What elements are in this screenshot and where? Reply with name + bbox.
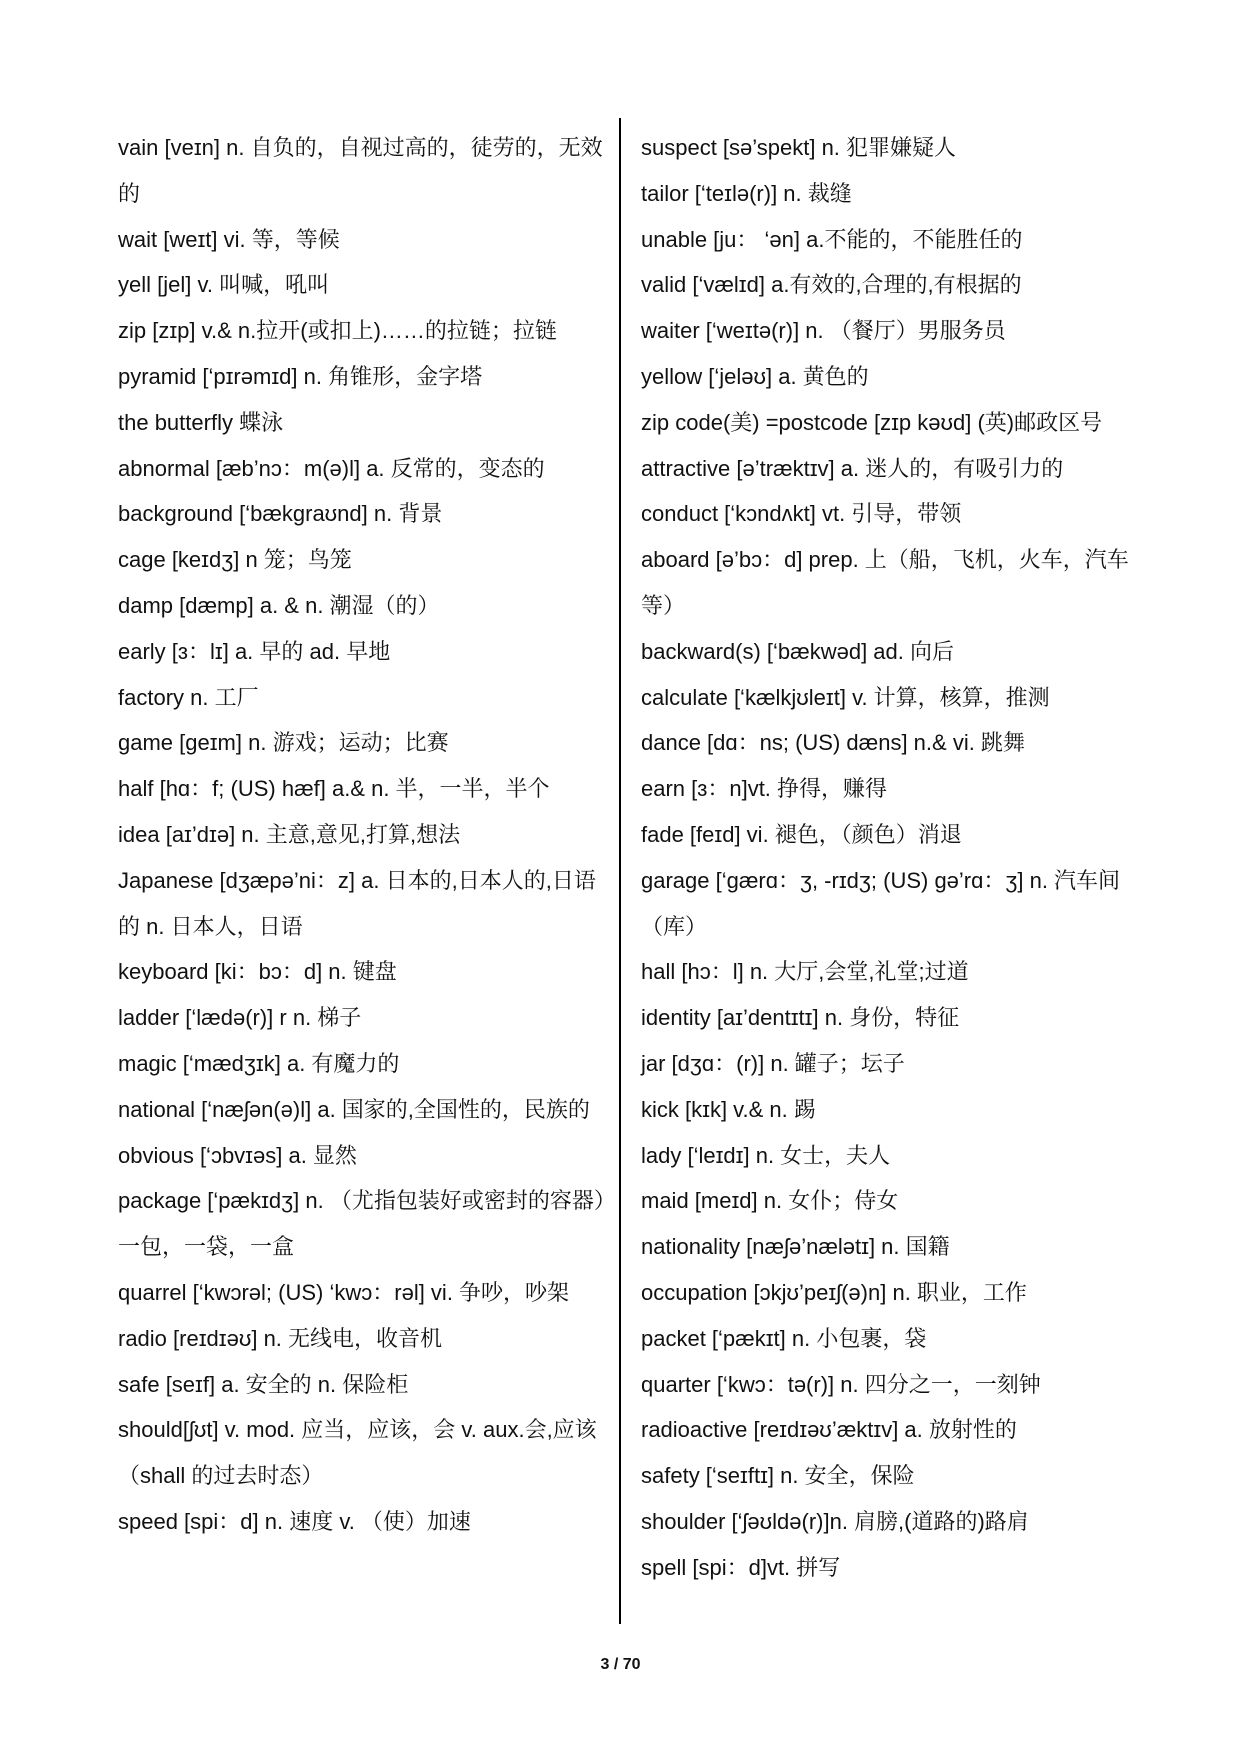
vocab-entry: factory n. 工厂 — [118, 684, 259, 710]
vocab-entry: vain [veɪn] n. 自负的，自视过高的，徒劳的，无效的 — [118, 135, 603, 206]
vocab-entry: keyboard [ki：bɔ：d] n. 键盘 — [118, 959, 397, 985]
vocab-entry: quarter [‘kwɔ：tə(r)] n. 四分之一，一刻钟 — [641, 1371, 1041, 1397]
vocab-entry: the butterfly 蝶泳 — [118, 409, 284, 435]
vocab-entry: radio [reɪdɪəʊ] n. 无线电，收音机 — [118, 1325, 443, 1351]
vocab-entry: package [‘pækɪdʒ] n. （尤指包装好或密封的容器）一包，一袋，一盒 — [118, 1188, 616, 1260]
vocab-entry: occupation [ɔkjʊ’peɪʃ(ə)n] n. 职业，工作 — [641, 1279, 1027, 1305]
vocab-entry: zip code(美) =postcode [zɪp kəʊd] (英)邮政区号 — [641, 409, 1103, 435]
vocab-entry: ladder [‘lædə(r)] r n. 梯子 — [118, 1005, 362, 1031]
vocab-entry: aboard [ə’bɔ：d] prep. 上（船，飞机，火车，汽车等） — [641, 547, 1129, 618]
vocab-entry: hall [hɔ：l] n. 大厅,会堂,礼堂;过道 — [641, 959, 969, 985]
vocab-entry: shoulder [‘ʃəʊldə(r)]n. 肩膀,(道路的)路肩 — [641, 1508, 1029, 1534]
vocab-entry: tailor [‘teɪlə(r)] n. 裁缝 — [641, 180, 852, 206]
vocab-entry: game [ɡeɪm] n. 游戏；运动；比赛 — [118, 730, 449, 756]
left-column — [118, 125, 616, 1545]
vocab-entry: calculate [‘kælkjʊleɪt] v. 计算，核算，推测 — [641, 684, 1050, 710]
vocab-entry: cage [keɪdʒ] n 笼；鸟笼 — [118, 547, 352, 573]
vocab-entry: national [‘næʃən(ə)l] a. 国家的,全国性的，民族的 — [118, 1096, 590, 1122]
vocab-entry: earn [ɜ：n]vt. 挣得，赚得 — [641, 776, 888, 802]
vocab-entry: yellow [‘jeləʊ] a. 黄色的 — [641, 363, 869, 389]
vocab-entry: early [ɜ：lɪ] a. 早的 ad. 早地 — [118, 638, 391, 664]
vocab-entry: yell [jel] v. 叫喊，吼叫 — [118, 272, 330, 298]
vocab-entry: Japanese [dʒæpə’ni：z] a. 日本的,日本人的,日语的 n. 日本人，日语 — [118, 867, 596, 939]
vocab-entry: zip [zɪp] v.& n.拉开(或扣上)……的拉链；拉链 — [118, 318, 557, 344]
vocab-entry: valid [‘vælɪd] a.有效的,合理的,有根据的 — [641, 272, 1022, 298]
page-number: 3 / 70 — [600, 1656, 641, 1673]
vocab-entry: safe [seɪf] a. 安全的 n. 保险柜 — [118, 1371, 409, 1397]
vocab-entry: lady [‘leɪdɪ] n. 女士，夫人 — [641, 1142, 891, 1168]
column-divider — [619, 118, 621, 1624]
vocab-entry: waiter [‘weɪtə(r)] n. （餐厅）男服务员 — [641, 318, 1006, 344]
vocab-entry: safety [‘seɪftɪ] n. 安全，保险 — [641, 1463, 915, 1489]
vocab-entry: half [hɑ：f; (US) hæf] a.& n. 半，一半，半个 — [118, 776, 550, 802]
vocab-entry: damp [dæmp] a. & n. 潮湿（的） — [118, 592, 440, 618]
vocab-entry: should[ʃʊt] v. mod. 应当，应该，会 v. aux.会,应该（shall 的过去时态） — [118, 1417, 597, 1489]
vocab-entry: magic [‘mædʒɪk] a. 有魔力的 — [118, 1050, 400, 1076]
vocab-entry: identity [aɪ’dentɪtɪ] n. 身份，特征 — [641, 1005, 960, 1031]
vocab-entry: fade [feɪd] vi. 褪色，（颜色）消退 — [641, 821, 962, 847]
vocab-entry: background [‘bækɡraʊnd] n. 背景 — [118, 501, 443, 527]
vocab-entry: dance [dɑ：ns; (US) dæns] n.& vi. 跳舞 — [641, 730, 1025, 756]
vocab-entry: kick [kɪk] v.& n. 踢 — [641, 1096, 816, 1122]
vocab-entry: conduct [‘kɔndʌkt] vt. 引导，带领 — [641, 501, 962, 527]
vocab-entry: unable [ju： ‘ən] a.不能的，不能胜任的 — [641, 226, 1023, 252]
vocab-entry: packet [‘pækɪt] n. 小包裹，袋 — [641, 1325, 927, 1351]
vocab-entry: attractive [ə’træktɪv] a. 迷人的，有吸引力的 — [641, 455, 1064, 481]
vocab-entry: suspect [sə’spekt] n. 犯罪嫌疑人 — [641, 135, 957, 160]
vocab-entry: quarrel [‘kwɔrəl; (US) ‘kwɔ：rəl] vi. 争吵，吵架 — [118, 1279, 570, 1305]
vocab-entry: speed [spi：d] n. 速度 v. （使）加速 — [118, 1508, 471, 1534]
vocab-entry: pyramid [‘pɪrəmɪd] n. 角锥形，金字塔 — [118, 363, 483, 389]
vocab-entry: backward(s) [‘bækwəd] ad. 向后 — [641, 638, 954, 664]
vocab-entry: wait [weɪt] vi. 等，等候 — [118, 226, 340, 252]
vocab-entry: maid [meɪd] n. 女仆；侍女 — [641, 1188, 899, 1214]
right-column — [641, 125, 1141, 1591]
vocab-entry: jar [dʒɑ：(r)] n. 罐子；坛子 — [641, 1050, 905, 1076]
vocab-entry: radioactive [reɪdɪəʊ’æktɪv] a. 放射性的 — [641, 1417, 1017, 1443]
vocab-entry: garage [‘ɡærɑ：ʒ, -rɪdʒ; (US) ɡə’rɑ：ʒ] n. 汽车间（库） — [641, 867, 1121, 939]
vocab-entry: obvious [‘ɔbvɪəs] a. 显然 — [118, 1142, 357, 1168]
vocab-entry: nationality [næʃə’nælətɪ] n. 国籍 — [641, 1234, 950, 1260]
vocab-entry: spell [spi：d]vt. 拼写 — [641, 1554, 841, 1580]
vocab-entry: idea [aɪ’dɪə] n. 主意,意见,打算,想法 — [118, 821, 461, 847]
vocab-entry: abnormal [æb’nɔ：m(ə)l] a. 反常的，变态的 — [118, 455, 545, 481]
